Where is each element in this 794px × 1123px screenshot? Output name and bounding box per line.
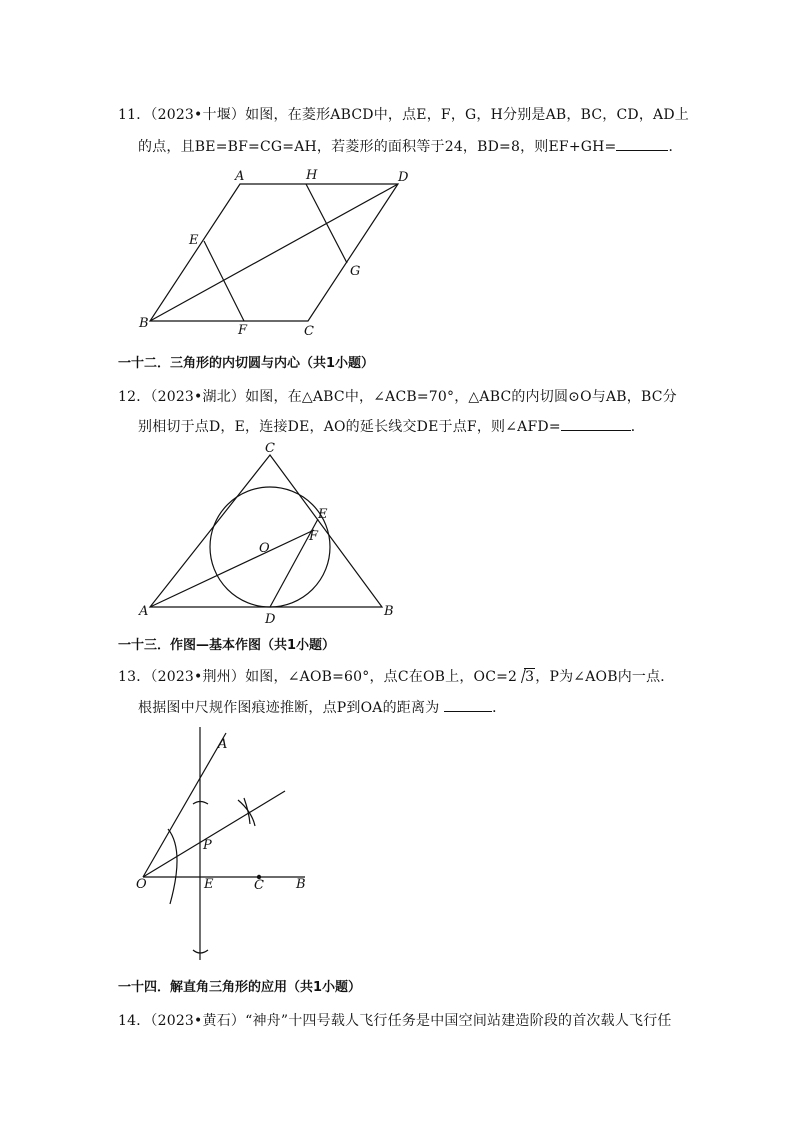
q11-line1: 11．（2023•十堰）如图，在菱形ABCD中，点E，F，G，H分别是AB，BC，CD，AD上 (118, 107, 689, 123)
q11-label-c: C (304, 324, 314, 339)
q13-line2 (138, 697, 506, 717)
q13-line1-text-b: ，P为∠AOB内一点． (535, 669, 675, 685)
section-13-heading: 一十三．作图—基本作图（共1小题） (118, 638, 336, 653)
q13-answer-blank (444, 697, 492, 712)
q12-label-d: D (265, 612, 276, 627)
q12-label-a: A (139, 604, 149, 619)
q12-label-b: B (384, 604, 394, 619)
q13-line2-end: ． (492, 700, 507, 716)
q13-label-e: E (204, 877, 214, 892)
q12-line2-end: ． (630, 419, 645, 435)
q12-label-c: C (265, 441, 275, 456)
q11-label-g: G (350, 264, 361, 279)
section-12-heading: 一十二．三角形的内切圆与内心（共1小题） (118, 356, 375, 371)
q12-answer-blank (561, 416, 631, 431)
q13-line1 (118, 666, 675, 686)
q13-line2-text: 根据图中尺规作图痕迹推断，点P到OA的距离为 (138, 700, 440, 716)
arc-compass-o (168, 829, 177, 904)
q11-label-f: F (238, 323, 248, 338)
q12-line2 (138, 416, 645, 436)
q11-label-h: H (306, 168, 318, 183)
diagonal-bd (150, 184, 398, 321)
q13-label-o: O (136, 877, 147, 892)
q11-label-b: B (139, 316, 149, 331)
ray-oa (143, 733, 226, 877)
q13-radicand: 3 (525, 669, 535, 685)
triangle-abc (150, 455, 382, 607)
q12-line1: 12．（2023•湖北）如图，在△ABC中，∠ACB=70°，△ABC的内切圆⊙O与AB，BC分 (118, 389, 677, 405)
segment-af (150, 530, 314, 607)
q13-label-b: B (296, 877, 306, 892)
segment-ef (204, 241, 244, 321)
q13-line1-text-a: 13．（2023•荆州）如图，∠AOB=60°，点C在OB上，OC=2 (118, 669, 518, 685)
incircle-o (210, 487, 330, 607)
arc-bisector-2 (244, 798, 250, 824)
q13-label-a: A (218, 737, 228, 752)
q13-label-c: C (254, 878, 264, 893)
segment-gh (306, 184, 347, 263)
sqrt-symbol (517, 669, 535, 685)
q11-label-a: A (235, 169, 245, 184)
section-14-heading: 一十四．解直角三角形的应用（共1小题） (118, 980, 362, 995)
q11-label-d: D (398, 170, 409, 185)
q12-figure (150, 455, 382, 607)
q12-label-e: E (318, 507, 328, 522)
q11-line2-end: ． (668, 139, 683, 155)
angle-bisector (143, 791, 285, 877)
q12-label-f: F (309, 529, 319, 544)
q14-line1: 14．（2023•黄石）“神舟”十四号载人飞行任务是中国空间站建造阶段的首次载人飞行任 (118, 1013, 672, 1029)
q13-label-p: P (203, 838, 212, 853)
q13-figure (143, 727, 305, 960)
q11-line2-text: 的点，且BE=BF=CG=AH，若菱形的面积等于24，BD=8，则EF+GH= (138, 139, 617, 155)
q12-label-o: O (259, 541, 270, 556)
q12-line2-text: 别相切于点D，E，连接DE，AO的延长线交DE于点F，则∠AFD= (138, 419, 561, 435)
q11-label-e: E (189, 233, 199, 248)
